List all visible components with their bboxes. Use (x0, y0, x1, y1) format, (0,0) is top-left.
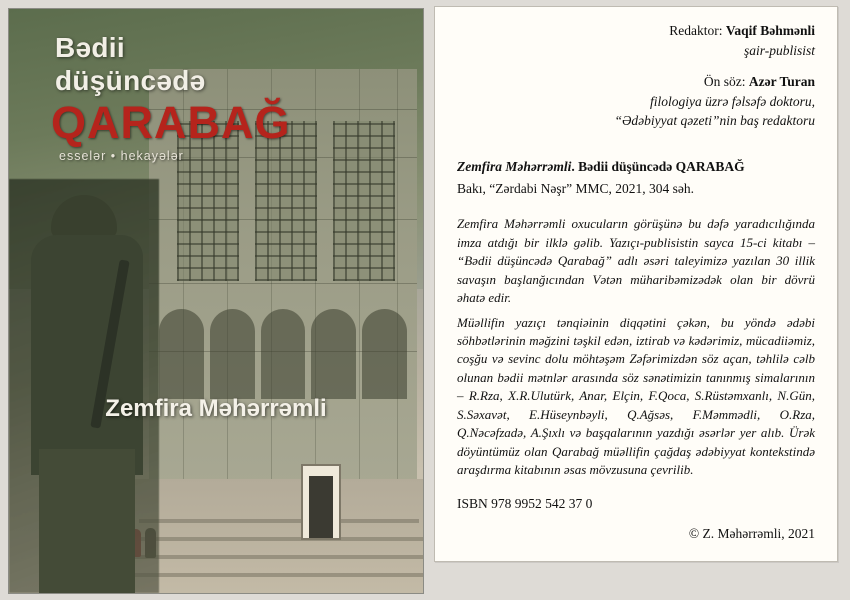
back-cover-page (434, 6, 838, 562)
cover-author-name: Zemfira Məhərrəmli (105, 395, 327, 422)
lattice-window-right (333, 121, 395, 281)
building-doorway (301, 464, 341, 540)
cover-subtitle: esselər • hekayələr (59, 149, 184, 163)
editor-label: Redaktor: (669, 23, 723, 38)
reference-author: Zemfira Məhərrəmli (457, 158, 572, 174)
copyright-line: © Z. Məhərrəmli, 2021 (688, 525, 815, 541)
foreword-role-line1: filologiya üzrə fəlsəfə doktoru, (650, 93, 815, 109)
foreword-name: Azər Turan (748, 74, 815, 90)
reference-title-line (457, 157, 815, 177)
cover-title-top (55, 31, 206, 97)
bibliographic-reference (457, 157, 815, 200)
credits-block (457, 21, 815, 131)
annotation-paragraph-1: Zemfira Məhərrəmli oxucuların görüşünə bu dəfə yaradıcılığında imza atdığı bir ilklə gəlib. Yazıçı-publisistin sayca 15-ci kitabı – “Bədii düşüncədə Qarabağ” adlı əsəri taleyimizə yazılan 30 illik savaşın başlanğıcından Vətən müharibəmizədək olan bir dövrü əhatə edir. (457, 216, 815, 306)
cover-title-line1: Bədii (55, 32, 125, 63)
building-base-steps (129, 479, 424, 594)
editor-line (457, 21, 815, 41)
annotation-paragraph-2: Müəllifin yazıçı tənqiəinin diqqətini çəkən, bu yöndə ədəbi söhbətlərinin məğzini təşkil edən, iztirab və kədərimiz, mücadiiəmiz, coşğu və sevinc dolu möhtəşəm Zəfərimizdən söz açan, təhlilə cəlb olunan bədii mətnlər arasında söz sənətimizin tanınmış simalarının – R.Rza, X.R.Ulutürk, Anar, Elçin, F.Qoca, S.Rüstəmxanlı, N.Gün, S.Səxavət, E.Hüseynbəyli, Q.Ağsəs, F.Məmmədli, O.Rza, Q.Nəcəfzadə, A.Şıxlı və başqalarının yazdığı əsərlər yer alıb. Ürək döyüntümüz olan Qarabağ müəllifin çağdaş ədəbiyyat kontekstində araşdırma kitabının əsas mövzusuna çevrilib. (457, 314, 815, 478)
foreword-line (457, 72, 815, 92)
editor-name: Vaqif Bəhmənli (725, 23, 815, 38)
credits-spacer (457, 60, 815, 72)
annotation-text (457, 215, 815, 479)
cover-main-title: QARABAĞ (51, 97, 291, 148)
isbn-line: ISBN 978 9952 542 37 0 (457, 495, 593, 511)
foreword-role-line2: “Ədəbiyyat qəzeti”nin baş redaktoru (614, 113, 815, 129)
foreword-label: Ön söz: (703, 74, 746, 90)
editor-role: şair-publisist (744, 42, 815, 58)
cover-title-line2: düşüncədə (55, 65, 206, 97)
reference-title: . Bədii düşüncədə QARABAĞ (571, 158, 745, 174)
arch-colonnade (159, 309, 407, 399)
reference-imprint: Bakı, “Zərdabi Nəşr” MMC, 2021, 304 səh. (457, 181, 694, 197)
front-cover-image (8, 8, 424, 594)
soldier-legs (39, 449, 135, 594)
